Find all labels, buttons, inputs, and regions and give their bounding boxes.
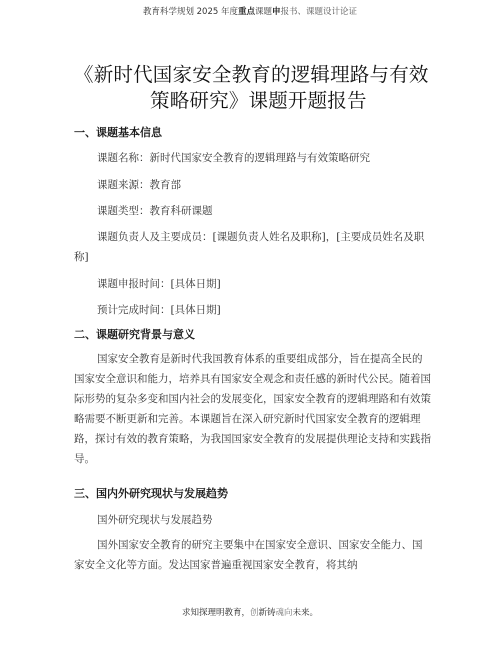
header-text-4: 申 [272, 7, 281, 17]
footer-text-3: 新铸 [258, 608, 276, 618]
page-header [0, 6, 500, 18]
section-2-heading: 二、课题研究背景与意义 [74, 328, 195, 341]
header-text-2: 重点 [237, 7, 255, 17]
document-title [74, 62, 474, 114]
research-status-paragraph: 国外国家安全教育的研究主要集中在国家安全意识、国家安全能力、国家安全文化等方面。发达国家普遍重视国家安全教育，将其纳 [74, 539, 423, 571]
background-paragraph: 国家安全教育是新时代我国教育体系的重要组成部分，旨在提高全民的国家安全意识和能力，培养具有国家安全观念和责任感的新时代公民。随着国际形势的复杂多变和国内社会的发展变化，国家安全教育的逻辑理路和有效策略需要不断更新和完善。本课题旨在深入研究新时代国家安全教育的逻辑理路，探讨有效的教育策略，为我国国家安全教育的发展提供理论支持和实践指导。 [74, 353, 431, 465]
title-line-2: 策略研究》课题开题报告 [150, 89, 367, 112]
section-3-heading: 三、国内外研究现状与发展趋势 [74, 487, 228, 500]
footer-text-4: 魂 [275, 608, 285, 618]
header-text-3: 课题 [255, 7, 273, 17]
footer-text-1: 求知探理明教育， [181, 608, 250, 618]
page-footer [0, 607, 500, 619]
section-1-heading: 一、课题基本信息 [74, 126, 162, 139]
project-name: 课题名称：新时代国家安全教育的逻辑理路与有效策略研究 [97, 152, 370, 164]
project-leaders: 课题负责人及主要成员：[课题负责人姓名及职称]，[主要成员姓名及职称] [74, 231, 425, 263]
section-3-subheading: 国外研究现状与发展趋势 [97, 514, 213, 526]
header-text-5: 报书、课题设计论证 [280, 7, 358, 17]
apply-time: 课题申报时间：[具体日期] [97, 278, 221, 290]
footer-text-2: 创 [249, 608, 259, 618]
footer-text-5: 向 [284, 608, 293, 618]
project-source: 课题来源：教育部 [97, 179, 181, 191]
finish-time: 预计完成时间：[具体日期] [97, 304, 221, 316]
footer-text-6: 未来。 [292, 608, 319, 618]
header-text-1: 教育科学规划 2025 年度 [142, 7, 238, 17]
project-type: 课题类型：教育科研课题 [97, 205, 213, 217]
title-line-1: 《新时代国家安全教育的逻辑理路与有效 [74, 63, 429, 86]
